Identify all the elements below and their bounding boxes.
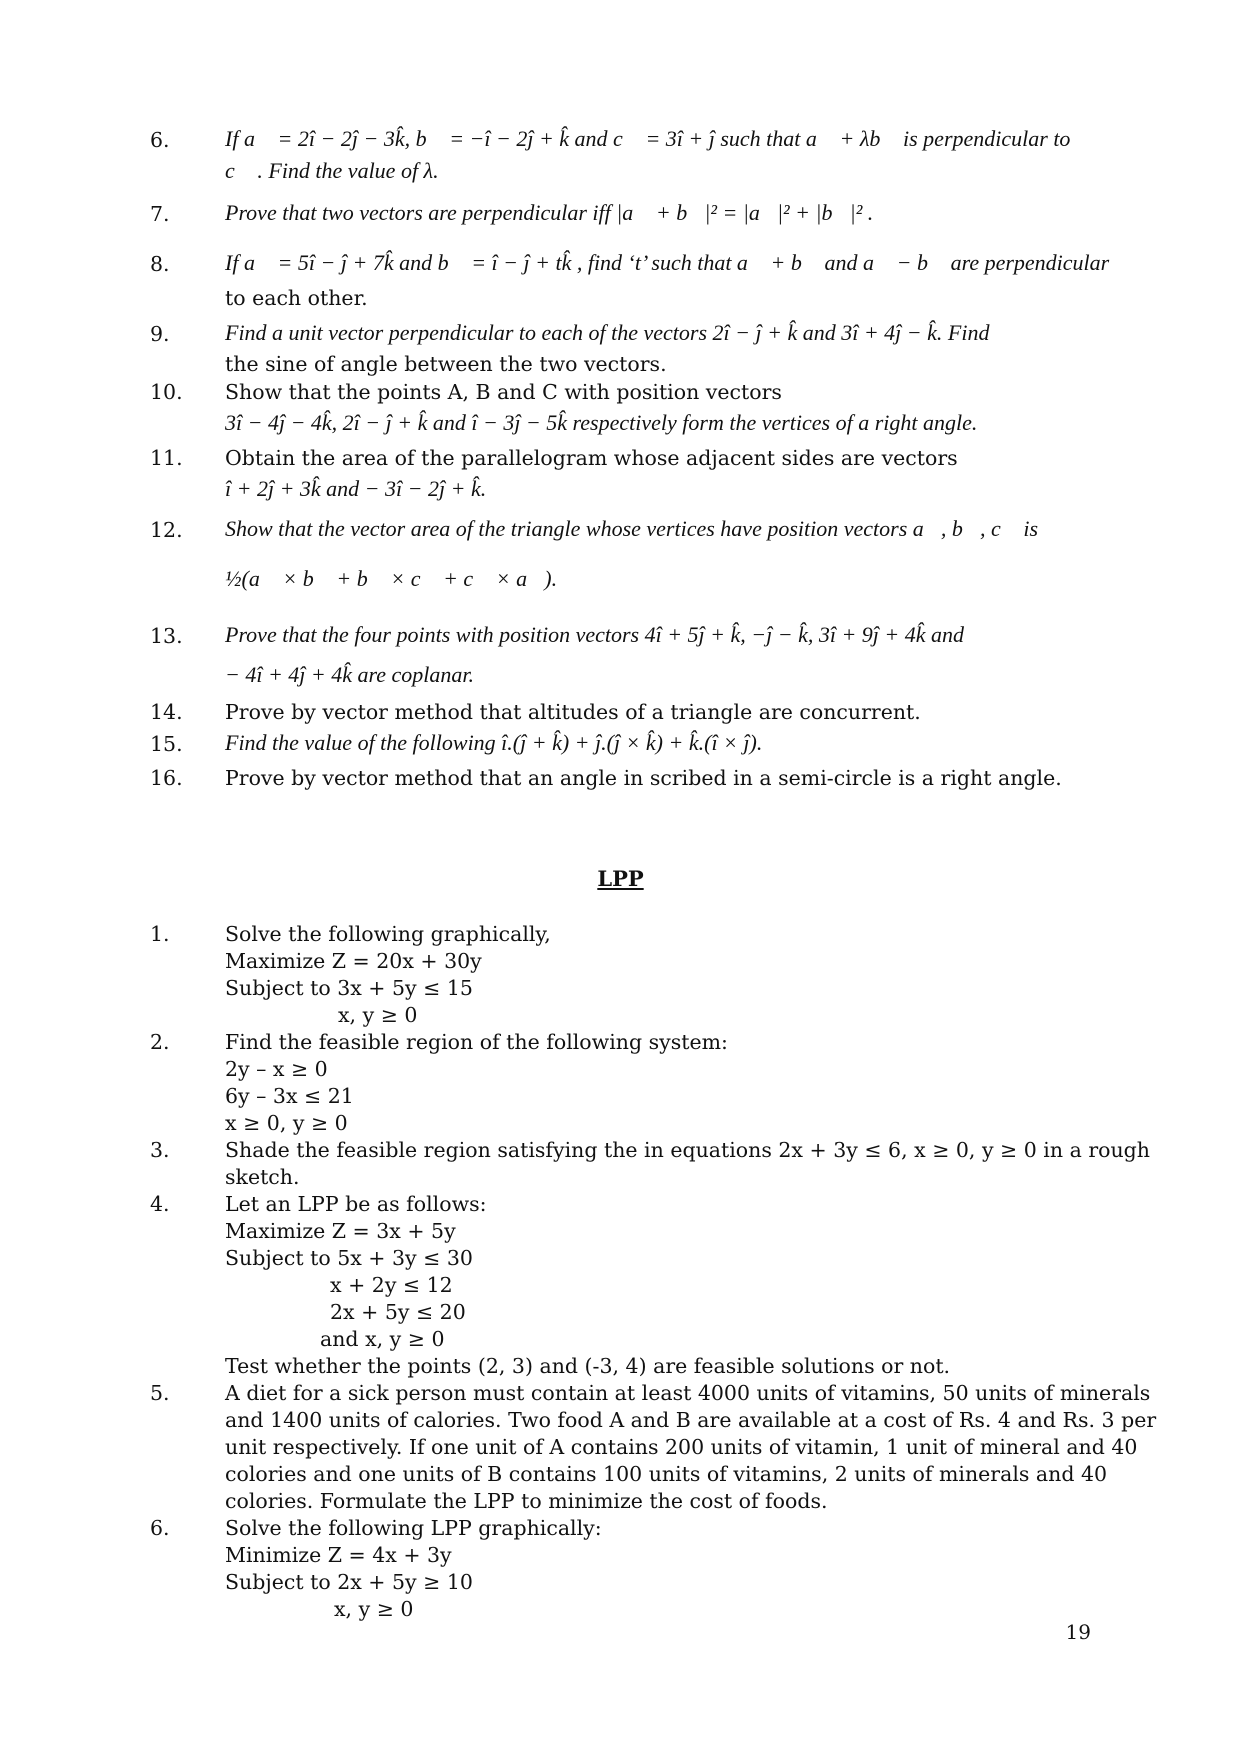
question-number: 5. (150, 1381, 170, 1405)
question-line: Obtain the area of the parallelogram whose adjacent sides are vectors (225, 446, 958, 470)
question-number: 8. (150, 252, 170, 276)
question-line: colories. Formulate the LPP to minimize the cost of foods. (225, 1489, 828, 1513)
question-line: Maximize Z = 20x + 30y (225, 949, 482, 973)
question-line: Prove by vector method that an angle in scribed in a semi-circle is a right angle. (225, 766, 1062, 790)
question-line: to each other. (225, 286, 368, 310)
question-line: colories and one units of B contains 100 units of vitamins, 2 units of minerals and 40 (225, 1462, 1108, 1486)
question-line: Show that the points A, B and C with position vectors (225, 380, 782, 404)
section-heading-lpp: LPP (597, 866, 644, 891)
question-line: and 1400 units of calories. Two food A and B are available at a cost of Rs. 4 and Rs. 3 per (225, 1408, 1157, 1432)
question-line: Subject to 3x + 5y ≤ 15 (225, 976, 473, 1000)
question-line: the sine of angle between the two vectors. (225, 352, 667, 376)
question-line: − 4î + 4ĵ + 4k̂ are coplanar. (225, 662, 475, 687)
question-line: c⃗ . Find the value of λ. (225, 158, 439, 183)
question-number: 6. (150, 1516, 170, 1540)
question-number: 1. (150, 922, 170, 946)
question-line: Let an LPP be as follows: (225, 1192, 487, 1216)
question-number: 3. (150, 1138, 170, 1162)
question-line: Prove that the four points with position vectors 4î + 5ĵ + k̂, −ĵ − k̂, 3î + 9ĵ + 4k̂ and (225, 622, 965, 647)
question-number: 11. (150, 446, 183, 470)
question-number: 4. (150, 1192, 170, 1216)
question-line: sketch. (225, 1165, 300, 1189)
question-line: x, y ≥ 0 (338, 1003, 418, 1027)
question-line: Show that the vector area of the triangle whose vertices have position vectors a⃗, b⃗, c⃗ is (225, 516, 1039, 541)
question-line: 2x + 5y ≤ 20 (330, 1300, 466, 1324)
question-line: Test whether the points (2, 3) and (-3, 4) are feasible solutions or not. (225, 1354, 951, 1378)
question-number: 9. (150, 322, 170, 346)
question-line: 2y – x ≥ 0 (225, 1057, 328, 1081)
question-line: x + 2y ≤ 12 (330, 1273, 453, 1297)
question-line: ½(a⃗ × b⃗ + b⃗ × c⃗ + c⃗ × a⃗). (225, 566, 558, 591)
question-line: Subject to 5x + 3y ≤ 30 (225, 1246, 473, 1270)
question-line: Minimize Z = 4x + 3y (225, 1543, 452, 1567)
question-line: Find the value of the following î.(ĵ + k̂) + ĵ.(ĵ × k̂) + k̂.(î × ĵ). (225, 730, 763, 755)
question-line: x, y ≥ 0 (334, 1597, 414, 1621)
question-number: 2. (150, 1030, 170, 1054)
question-line: If a⃗ = 2î − 2ĵ − 3k̂, b⃗ = −î − 2ĵ + k̂ and c⃗ = 3î + ĵ such that a⃗ + λb⃗ is perpendicular to (225, 126, 1071, 151)
question-number: 10. (150, 380, 183, 404)
question-line: Maximize Z = 3x + 5y (225, 1219, 456, 1243)
question-number: 12. (150, 518, 183, 542)
question-line: 6y – 3x ≤ 21 (225, 1084, 354, 1108)
question-number: 13. (150, 624, 183, 648)
question-line: Solve the following graphically, (225, 922, 551, 946)
question-number: 6. (150, 128, 170, 152)
question-line: Solve the following LPP graphically: (225, 1516, 602, 1540)
question-line: A diet for a sick person must contain at least 4000 units of vitamins, 50 units of minerals (225, 1381, 1151, 1405)
question-line: î + 2ĵ + 3k̂ and − 3î − 2ĵ + k̂. (225, 476, 487, 501)
page-number: 19 (1065, 1620, 1091, 1644)
question-line: Find the feasible region of the following system: (225, 1030, 728, 1054)
question-line: unit respectively. If one unit of A contains 200 units of vitamin, 1 unit of mineral and 40 (225, 1435, 1138, 1459)
question-line: 3î − 4ĵ − 4k̂, 2î − ĵ + k̂ and î − 3ĵ − 5k̂ respectively form the vertices of a right angle. (225, 410, 978, 435)
question-number: 7. (150, 202, 170, 226)
question-number: 14. (150, 700, 183, 724)
question-line: x ≥ 0, y ≥ 0 (225, 1111, 348, 1135)
question-line: Shade the feasible region satisfying the in equations 2x + 3y ≤ 6, x ≥ 0, y ≥ 0 in a rough (225, 1138, 1150, 1162)
question-number: 16. (150, 766, 183, 790)
question-number: 15. (150, 732, 183, 756)
question-line: Prove by vector method that altitudes of a triangle are concurrent. (225, 700, 921, 724)
question-line: Find a unit vector perpendicular to each of the vectors 2î − ĵ + k̂ and 3î + 4ĵ − k̂. Find (225, 320, 990, 345)
question-line: Subject to 2x + 5y ≥ 10 (225, 1570, 473, 1594)
question-line: If a⃗ = 5î − ĵ + 7k̂ and b⃗ = î − ĵ + tk̂ , find ‘t’ such that a⃗ + b⃗ and a⃗ − b⃗ are perpendicular (225, 250, 1110, 275)
question-line: and x, y ≥ 0 (320, 1327, 445, 1351)
question-line: Prove that two vectors are perpendicular iff |a⃗ + b⃗|² = |a⃗|² + |b⃗|² . (225, 200, 874, 225)
